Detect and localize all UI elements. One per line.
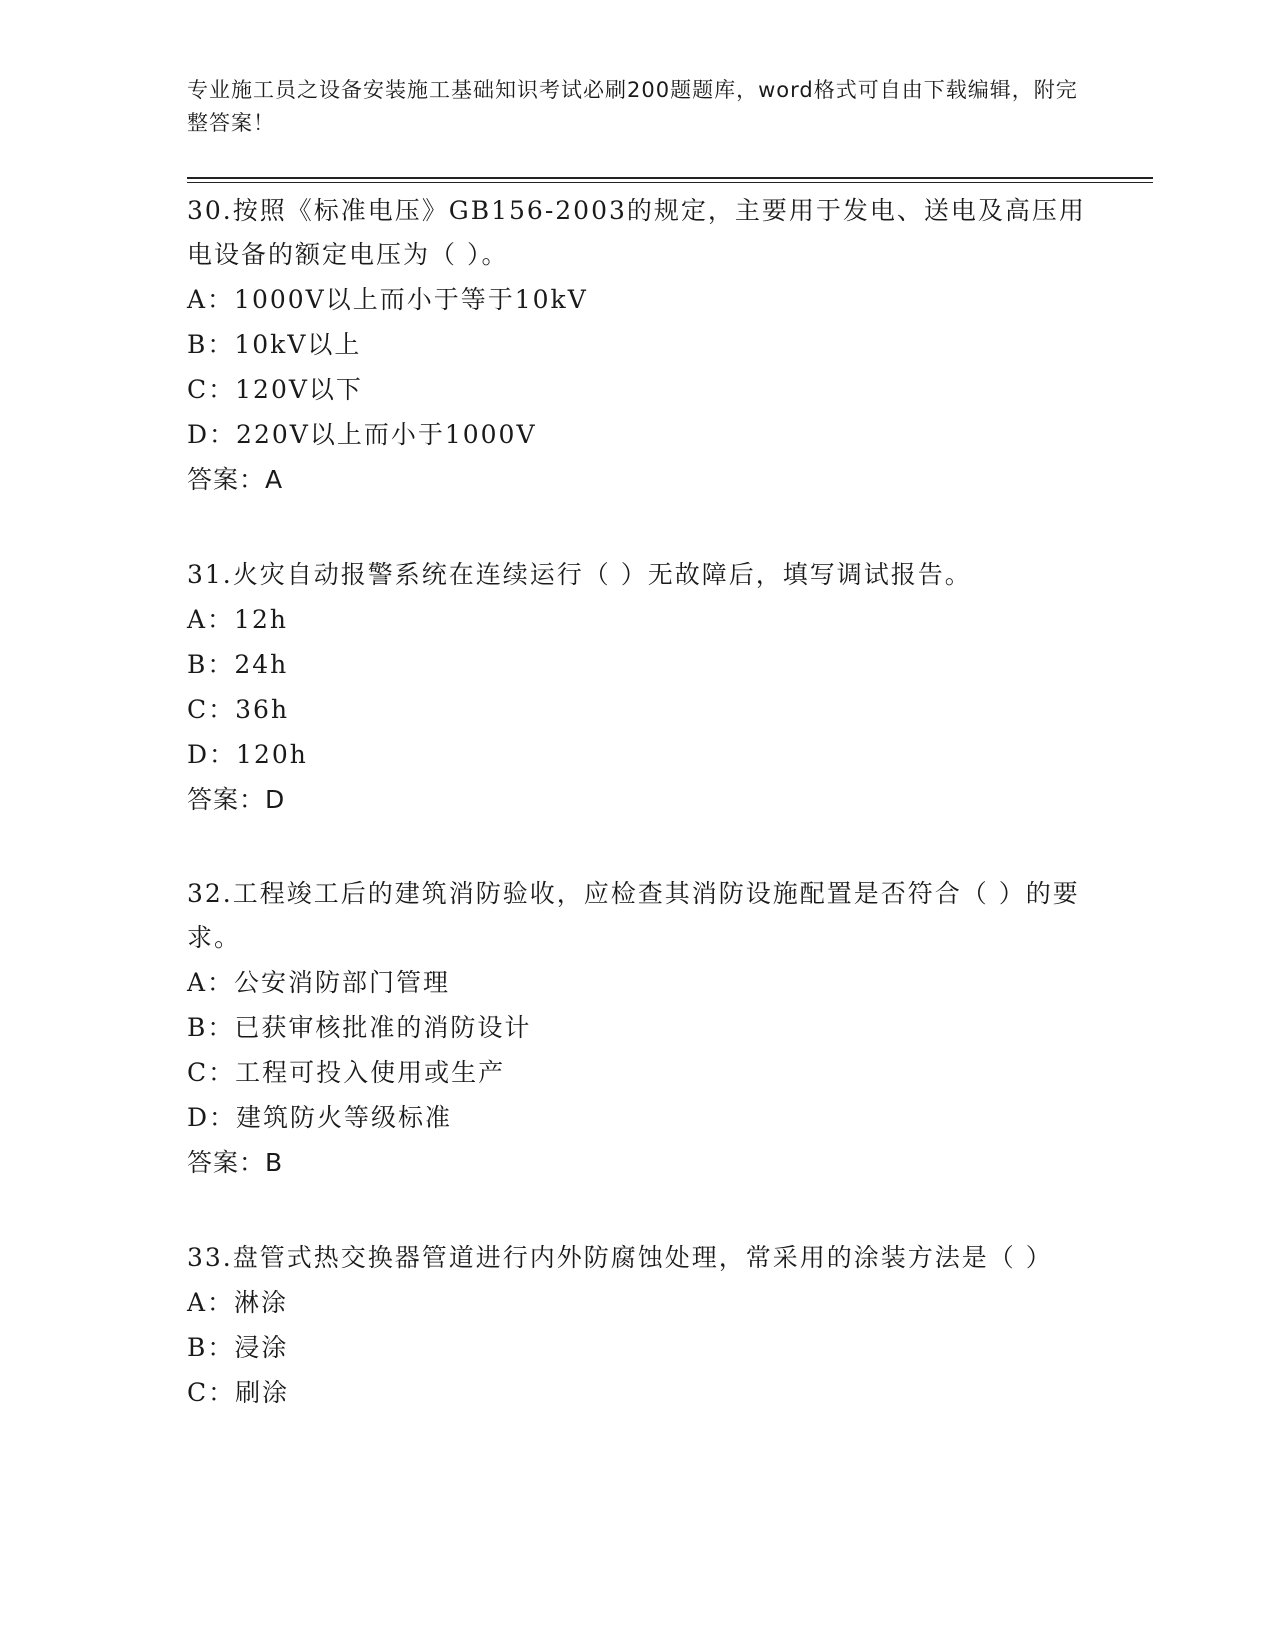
header-divider-thick bbox=[187, 177, 1153, 179]
question-text: 30.按照《标准电压》GB156-2003的规定，主要用于发电、送电及高压用电设备的额定电压为（ ）。 bbox=[187, 196, 1086, 269]
option-c: C：工程可投入使用或生产 bbox=[187, 1058, 506, 1087]
answer-label: 答案：D bbox=[187, 785, 286, 814]
question-block bbox=[187, 553, 1087, 822]
question-block bbox=[187, 189, 1087, 502]
option-d: D：建筑防火等级标准 bbox=[187, 1103, 453, 1132]
document-header-title: 专业施工员之设备安装施工基础知识考试必刷200题题库，word格式可自由下载编辑，附完整答案！ bbox=[187, 78, 1078, 135]
header-divider-thin bbox=[187, 182, 1153, 183]
question-text: 33.盘管式热交换器管道进行内外防腐蚀处理，常采用的涂装方法是（ ） bbox=[187, 1243, 1053, 1272]
option-c: C：120V以下 bbox=[187, 375, 363, 404]
option-b: B：已获审核批准的消防设计 bbox=[187, 1013, 532, 1042]
option-b: B：24h bbox=[187, 650, 289, 679]
question-block bbox=[187, 1236, 1087, 1415]
option-c: C：刷涂 bbox=[187, 1378, 290, 1407]
option-b: B：浸涂 bbox=[187, 1333, 289, 1362]
option-a: A：淋涂 bbox=[187, 1288, 289, 1317]
option-d: D：120h bbox=[187, 740, 308, 769]
question-text: 31.火灾自动报警系统在连续运行（ ）无故障后，填写调试报告。 bbox=[187, 560, 972, 589]
option-b: B：10kV以上 bbox=[187, 330, 362, 359]
option-a: A：公安消防部门管理 bbox=[187, 968, 451, 997]
question-text: 32.工程竣工后的建筑消防验收，应检查其消防设施配置是否符合（ ）的要求。 bbox=[187, 879, 1080, 952]
option-a: A：12h bbox=[187, 605, 288, 634]
option-a: A：1000V以上而小于等于10kV bbox=[187, 285, 588, 314]
option-c: C：36h bbox=[187, 695, 290, 724]
question-block bbox=[187, 872, 1087, 1185]
answer-label: 答案：A bbox=[187, 465, 284, 494]
option-d: D：220V以上而小于1000V bbox=[187, 420, 537, 449]
answer-label: 答案：B bbox=[187, 1148, 284, 1177]
